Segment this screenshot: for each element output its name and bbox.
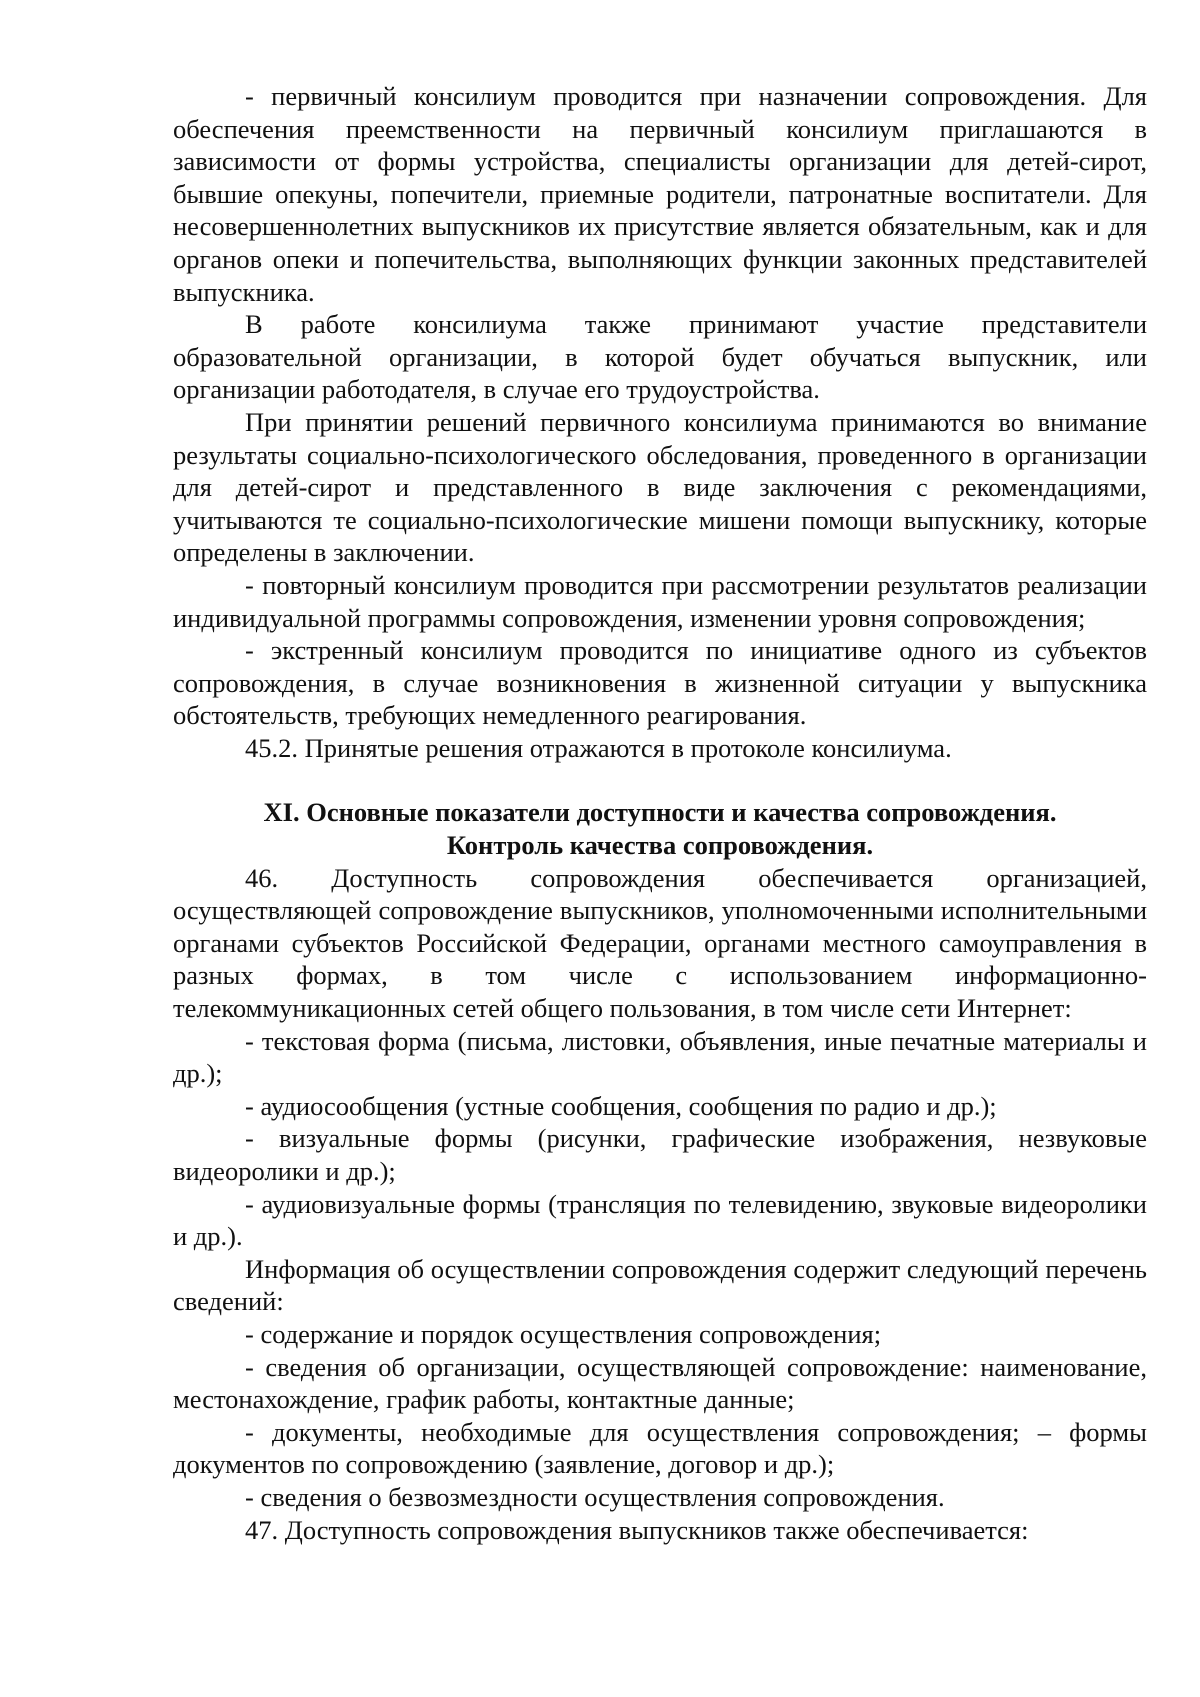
- section-heading-line1: XI. Основные показатели доступности и качества сопровождения.: [263, 797, 1057, 828]
- paragraph-47: 47. Доступность сопровождения выпускников также обеспечивается:: [245, 1514, 1029, 1545]
- paragraph-repeat-council: - повторный консилиум проводится при рассмотрении результатов реализации индивидуальной программы сопровождения, изменении уровня сопровождения;: [173, 569, 1147, 633]
- list-item-content: - содержание и порядок осуществления сопровождения;: [245, 1318, 882, 1349]
- section-spacer: [173, 764, 1147, 796]
- paragraph-45-2: 45.2. Принятые решения отражаются в протоколе консилиума.: [245, 732, 952, 763]
- paragraph-primary-council: - первичный консилиум проводится при назначении сопровождения. Для обеспечения преемственности на первичный консилиум приглашаются в зависимости от формы устройства, специалисты организации для детей-сирот, бывшие опекуны, попечители, приемные родители, патронатные воспитатели. Для несовершеннолетних выпускников их присутствие является обязательным, как и для органов опеки и попечительства, выполняющих функции законных представителей выпускника.: [173, 81, 1147, 307]
- paragraph-council-participants: В работе консилиума также принимают участие представители образовательной организации, в которой будет обучаться выпускник, или организации работодателя, в случае его трудоустройства.: [173, 309, 1147, 405]
- document-body: [173, 80, 1147, 1546]
- paragraph-decisions: При принятии решений первичного консилиума принимаются во внимание результаты социально-психологического обследования, проведенного в организации для детей-сирот и представленного в виде заключения с рекомендациями, учитываются те социально-психологические мишени помощи выпускнику, которые определены в заключении.: [173, 406, 1147, 568]
- list-item-visual: - визуальные формы (рисунки, графические изображения, незвуковые видеоролики и др.);: [173, 1123, 1147, 1186]
- section-heading-line2: Контроль качества сопровождения.: [446, 830, 874, 861]
- list-item-text-form: - текстовая форма (письма, листовки, объявления, иные печатные материалы и др.);: [173, 1025, 1147, 1089]
- paragraph-information: Информация об осуществлении сопровождения содержит следующий перечень сведений:: [173, 1253, 1147, 1317]
- list-item-free: - сведения о безвозмездности осуществления сопровождения.: [245, 1481, 945, 1512]
- list-item-organization: - сведения об организации, осуществляющей сопровождение: наименование, местонахождение, график работы, контактные данные;: [173, 1351, 1147, 1415]
- paragraph-46: 46. Доступность сопровождения обеспечивается организацией, осуществляющей сопровождение выпускников, уполномоченными исполнительными органами субъектов Российской Федерации, органами местного самоуправления в разных формах, в том числе с использованием информационно-телекоммуникационных сетей общего пользования, в том числе сети Интернет:: [173, 862, 1147, 1024]
- list-item-audiovisual: - аудиовизуальные формы (трансляция по телевидению, звуковые видеоролики и др.).: [173, 1188, 1147, 1252]
- list-item-documents: - документы, необходимые для осуществления сопровождения; – формы документов по сопровождению (заявление, договор и др.);: [173, 1416, 1147, 1480]
- list-item-audio: - аудиосообщения (устные сообщения, сообщения по радио и др.);: [245, 1090, 997, 1121]
- paragraph-emergency-council: - экстренный консилиум проводится по инициативе одного из субъектов сопровождения, в случае возникновения в жизненной ситуации у выпускника обстоятельств, требующих немедленного реагирования.: [173, 635, 1147, 731]
